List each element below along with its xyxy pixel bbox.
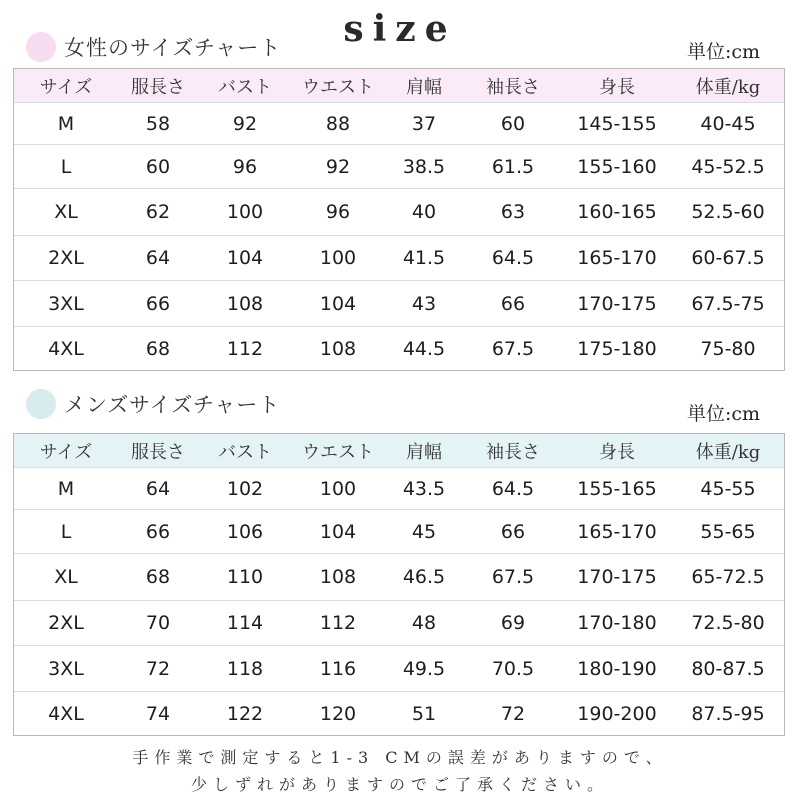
table-cell: 145-155 <box>577 112 657 135</box>
women-size-table <box>13 68 785 371</box>
table-cell: 120 <box>319 703 357 725</box>
women-section-heading <box>26 31 281 63</box>
table-cell: 116 <box>319 657 357 680</box>
table-cell: 104 <box>319 292 357 315</box>
table-row <box>14 646 784 692</box>
table-cell: 40 <box>411 201 437 223</box>
table-cell: 165-170 <box>577 247 657 269</box>
table-cell: 70 <box>145 612 171 634</box>
table-row <box>14 601 784 646</box>
table-cell: L <box>60 155 72 178</box>
table-cell: L <box>60 520 72 543</box>
table-cell: 96 <box>232 155 258 178</box>
table-row <box>14 236 784 281</box>
table-cell: 114 <box>226 612 264 634</box>
table-cell: 170-175 <box>577 566 657 588</box>
column-header: 体重/kg <box>695 441 761 463</box>
table-cell: 41.5 <box>402 247 446 269</box>
table-cell: 49.5 <box>402 657 446 680</box>
column-header: 服長さ <box>131 76 185 98</box>
table-row <box>14 145 784 189</box>
men-dot-icon <box>26 389 56 419</box>
table-cell: 58 <box>145 112 171 135</box>
table-cell: 74 <box>145 703 171 725</box>
table-cell: 72 <box>145 657 171 680</box>
table-cell: 92 <box>232 112 258 135</box>
table-row <box>14 189 784 236</box>
table-cell: 108 <box>319 338 357 360</box>
table-cell: 37 <box>411 112 437 135</box>
column-header: 体重/kg <box>695 76 761 98</box>
table-cell: 87.5-95 <box>691 703 765 725</box>
table-cell: 104 <box>319 520 357 543</box>
table-cell: 60-67.5 <box>691 247 765 269</box>
table-cell: 64.5 <box>491 247 535 269</box>
table-row <box>14 692 784 736</box>
table-row <box>14 103 784 145</box>
table-cell: 155-165 <box>577 477 657 500</box>
table-cell: 46.5 <box>402 566 446 588</box>
column-header: ウエスト <box>302 76 374 98</box>
footer-note-line-2: 少しずれがありますのでご了承ください。 <box>190 775 609 794</box>
table-cell: 67.5 <box>491 566 535 588</box>
table-cell: 60 <box>145 155 171 178</box>
table-cell: 2XL <box>48 612 84 634</box>
table-cell: 64 <box>145 247 171 269</box>
table-cell: 75-80 <box>700 338 756 360</box>
table-cell: 4XL <box>48 703 84 725</box>
column-header: 肩幅 <box>406 441 442 463</box>
women-unit-label: 単位:cm <box>686 41 760 63</box>
table-cell: 65-72.5 <box>691 566 765 588</box>
table-cell: 170-175 <box>577 292 657 315</box>
table-cell: 112 <box>319 612 357 634</box>
table-cell: 96 <box>325 201 351 223</box>
men-section-heading <box>26 388 280 420</box>
table-cell: 3XL <box>48 657 84 680</box>
table-cell: 51 <box>411 703 437 725</box>
table-cell: 108 <box>226 292 264 315</box>
table-cell: 64 <box>145 477 171 500</box>
table-cell: 61.5 <box>491 155 535 178</box>
table-cell: 2XL <box>48 247 84 269</box>
table-cell: 175-180 <box>577 338 657 360</box>
column-header: サイズ <box>39 441 93 463</box>
table-row <box>14 554 784 601</box>
table-cell: 67.5-75 <box>691 292 765 315</box>
table-cell: 40-45 <box>700 112 756 135</box>
table-cell: 100 <box>226 201 264 223</box>
column-header: バスト <box>218 76 272 98</box>
table-cell: 88 <box>325 112 351 135</box>
women-dot-icon <box>26 32 56 62</box>
table-cell: 100 <box>319 477 357 500</box>
table-cell: 4XL <box>48 338 84 360</box>
table-cell: 100 <box>319 247 357 269</box>
table-cell: 55-65 <box>700 520 756 543</box>
table-cell: 72 <box>500 703 526 725</box>
table-cell: XL <box>54 201 78 223</box>
table-cell: 66 <box>145 292 171 315</box>
men-unit-label: 単位:cm <box>686 403 760 425</box>
table-cell: 122 <box>226 703 264 725</box>
table-cell: 110 <box>226 566 264 588</box>
table-header-row <box>14 69 784 103</box>
table-cell: 118 <box>226 657 264 680</box>
table-cell: 52.5-60 <box>691 201 765 223</box>
table-cell: 190-200 <box>577 703 657 725</box>
table-cell: 92 <box>325 155 351 178</box>
page-title: size <box>343 8 457 50</box>
column-header: 肩幅 <box>406 76 442 98</box>
table-header-row <box>14 434 784 468</box>
table-cell: 63 <box>500 201 526 223</box>
column-header: サイズ <box>39 76 93 98</box>
table-cell: 66 <box>500 520 526 543</box>
table-row <box>14 327 784 371</box>
table-cell: XL <box>54 566 78 588</box>
column-header: バスト <box>218 441 272 463</box>
table-cell: 180-190 <box>577 657 657 680</box>
table-cell: 45-52.5 <box>691 155 765 178</box>
table-cell: 68 <box>145 338 171 360</box>
table-cell: 43 <box>411 292 437 315</box>
table-cell: 165-170 <box>577 520 657 543</box>
table-cell: 66 <box>145 520 171 543</box>
table-cell: 66 <box>500 292 526 315</box>
column-header: 袖長さ <box>486 441 540 463</box>
table-cell: 104 <box>226 247 264 269</box>
column-header: 袖長さ <box>486 76 540 98</box>
table-cell: 112 <box>226 338 264 360</box>
table-cell: M <box>57 477 75 500</box>
table-cell: M <box>57 112 75 135</box>
table-cell: 60 <box>500 112 526 135</box>
footer-note-line-1: 手作業で測定すると1-3 CMの誤差がありますので、 <box>132 748 668 767</box>
column-header: 身長 <box>599 76 635 98</box>
column-header: 身長 <box>599 441 635 463</box>
table-cell: 69 <box>500 612 526 634</box>
table-cell: 48 <box>411 612 437 634</box>
table-cell: 155-160 <box>577 155 657 178</box>
table-cell: 43.5 <box>402 477 446 500</box>
column-header: 服長さ <box>131 441 185 463</box>
table-cell: 70.5 <box>491 657 535 680</box>
table-cell: 44.5 <box>402 338 446 360</box>
table-cell: 102 <box>226 477 264 500</box>
table-cell: 68 <box>145 566 171 588</box>
column-header: ウエスト <box>302 441 374 463</box>
men-size-table <box>13 433 785 736</box>
table-cell: 160-165 <box>577 201 657 223</box>
table-cell: 108 <box>319 566 357 588</box>
table-cell: 64.5 <box>491 477 535 500</box>
table-row <box>14 281 784 327</box>
table-cell: 45 <box>411 520 437 543</box>
table-cell: 72.5-80 <box>691 612 765 634</box>
table-cell: 106 <box>226 520 264 543</box>
women-section-title: 女性のサイズチャート <box>64 36 282 60</box>
table-row <box>14 468 784 510</box>
table-row <box>14 510 784 554</box>
table-cell: 62 <box>145 201 171 223</box>
table-cell: 170-180 <box>577 612 657 634</box>
table-cell: 3XL <box>48 292 84 315</box>
table-cell: 80-87.5 <box>691 657 765 680</box>
table-cell: 38.5 <box>402 155 446 178</box>
table-cell: 45-55 <box>700 477 756 500</box>
table-cell: 67.5 <box>491 338 535 360</box>
men-section-title: メンズサイズチャート <box>64 393 281 417</box>
